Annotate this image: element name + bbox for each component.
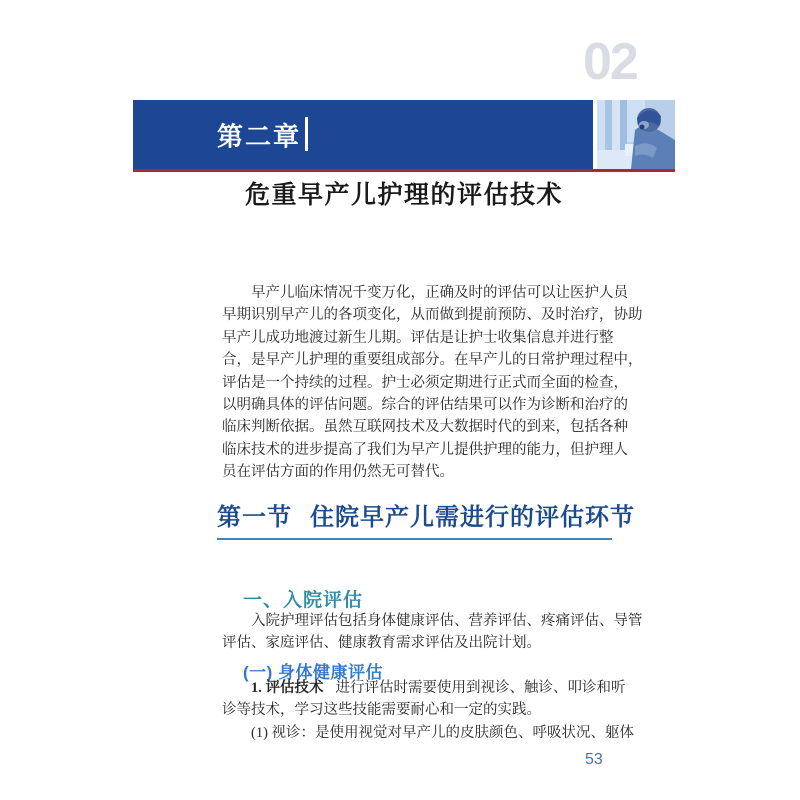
text-line: 临床判断依据。虽然互联网技术及大数据时代的到来，包括各种 xyxy=(222,419,628,436)
nicu-photo-illustration xyxy=(597,100,675,169)
text-line: 早产儿成功地渡过新生儿期。评估是让护士收集信息并进行整 xyxy=(222,329,614,346)
text-line: 诊等技术，学习这些技能需要耐心和一定的实践。 xyxy=(222,702,541,719)
assessment-techniques-paragraph xyxy=(222,677,635,744)
chapter-banner-label: 第二章 xyxy=(217,121,302,151)
subsection-heading-admission-assessment: 一、入院评估 xyxy=(243,590,364,611)
text-line: 评估是一个持续的过程。护士必须定期进行正式而全面的检查， xyxy=(222,374,628,391)
intro-paragraph xyxy=(222,282,643,484)
chapter-number: 02 xyxy=(583,33,637,91)
numbered-point-text: 进行评估时需要使用到视诊、触诊、叩诊和听 xyxy=(335,680,626,696)
text-line: (1) 视诊：是使用视觉对早产儿的皮肤颜色、呼吸状况、躯体 xyxy=(251,724,635,741)
chapter-title: 危重早产儿护理的评估技术 xyxy=(244,181,563,209)
section-title: 住院早产儿需进行的评估环节 xyxy=(310,504,635,531)
text-line: 临床技术的进步提高了我们为早产儿提供护理的能力，但护理人 xyxy=(222,441,628,458)
banner-divider-bar xyxy=(305,117,308,151)
text-line: 员在评估方面的作用仍然无可替代。 xyxy=(222,464,454,481)
text-line: 合，是早产儿护理的重要组成部分。在早产儿的日常护理过程中， xyxy=(222,352,643,369)
admission-assessment-paragraph xyxy=(222,610,643,655)
text-line: 评估、家庭评估、健康教育需求评估及出院计划。 xyxy=(222,635,541,652)
text-line: 以明确具体的评估问题。综合的评估结果可以作为诊断和治疗的 xyxy=(222,396,628,413)
page-number: 53 xyxy=(585,751,603,768)
numbered-point-label: 1. 评估技术 xyxy=(251,680,324,696)
chapter-banner xyxy=(133,100,593,169)
section-number: 第一节 xyxy=(217,504,292,531)
nicu-nurse-photo xyxy=(597,100,675,169)
red-divider-rule xyxy=(133,169,675,172)
text-line xyxy=(222,677,626,699)
section-heading xyxy=(217,503,635,540)
text-line: 早产儿临床情况千变万化，正确及时的评估可以让医护人员 xyxy=(251,285,628,301)
item-heading-physical-health-assessment: (一) 身体健康评估 xyxy=(243,663,384,682)
text-line: 早期识别早产儿的各项变化，从而做到提前预防、及时治疗，协助 xyxy=(222,307,643,324)
text-line: 入院护理评估包括身体健康评估、营养评估、疼痛评估、导管 xyxy=(251,613,643,629)
